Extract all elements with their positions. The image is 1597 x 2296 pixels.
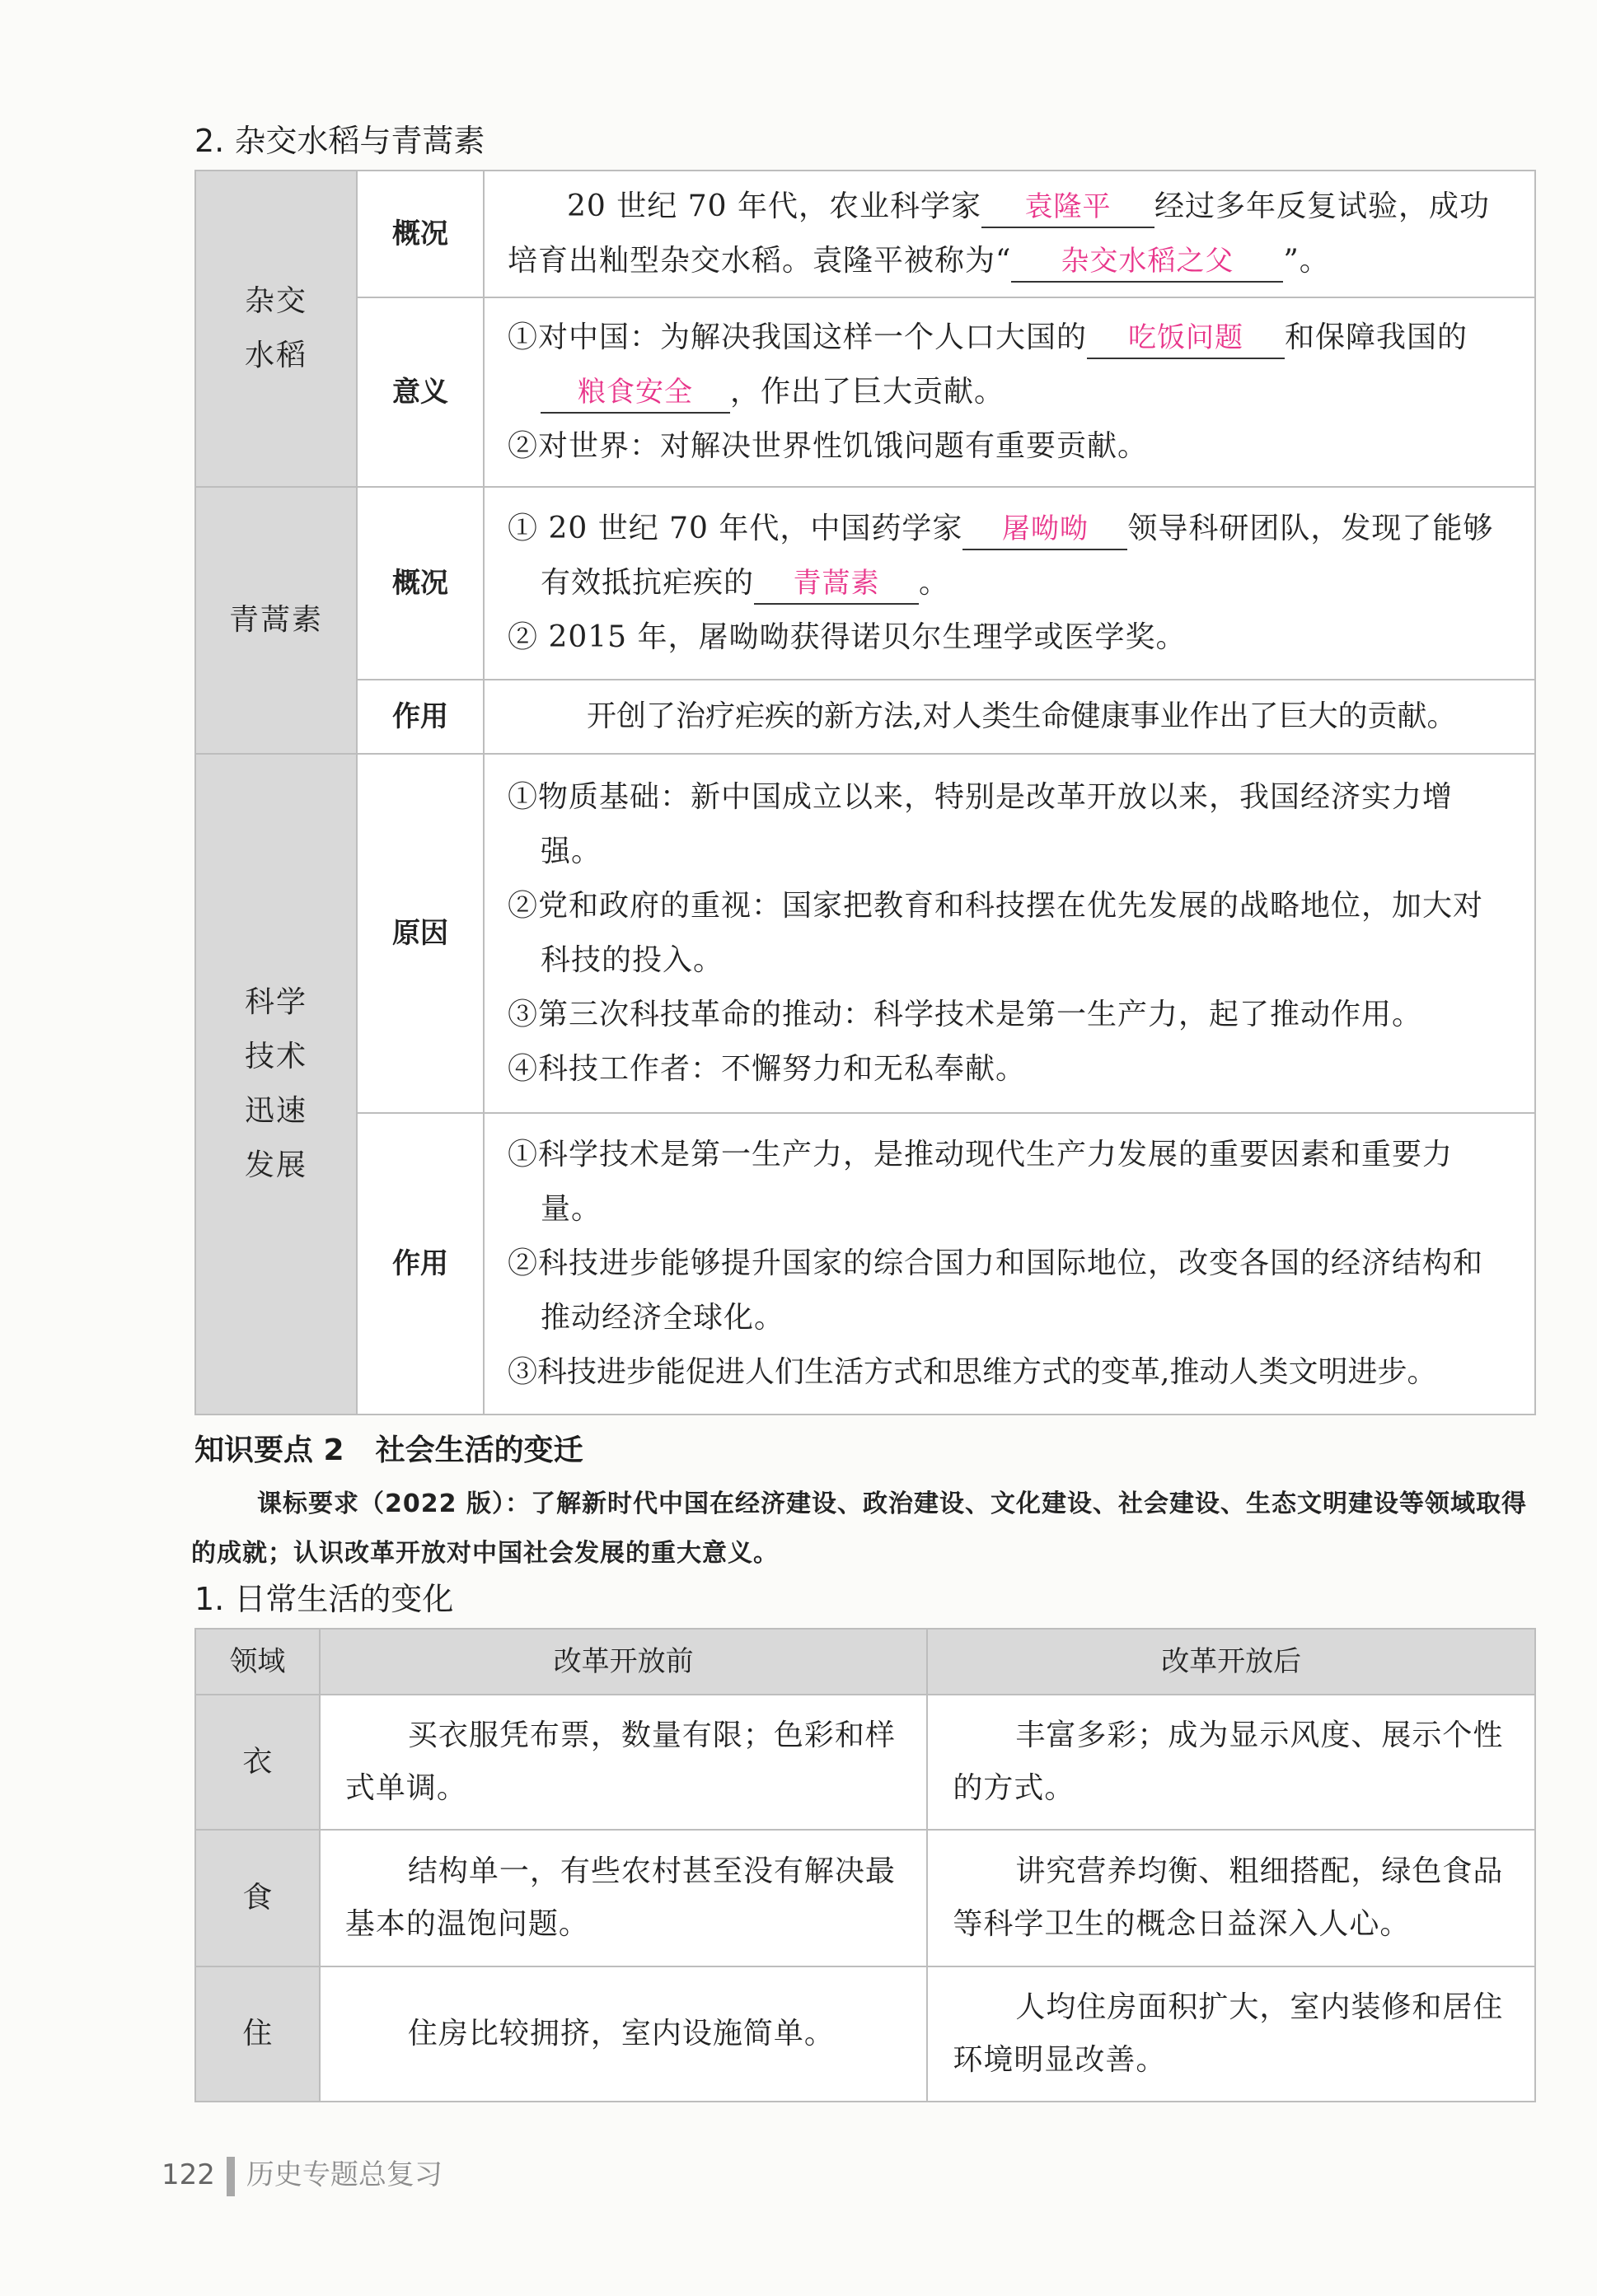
list-item: ③科技进步能促进人们生活方式和思维方式的变革,推动人类文明进步。 — [508, 1355, 1437, 1389]
after-cell: 人均住房面积扩大，室内装修和居住环境明显改善。 — [927, 1966, 1535, 2102]
area-cell: 食 — [195, 1830, 320, 1966]
column-header: 改革开放前 — [320, 1629, 928, 1695]
area-cell: 衣 — [195, 1695, 320, 1830]
list-item: ④科技工作者：不懈努力和无私奉献。 — [508, 1052, 1027, 1086]
artemisinin-label: 青蒿素 — [195, 487, 357, 754]
list-item: ②科技进步能够提升国家的综合国力和国际地位，改变各国的经济结构和推动经济全球化。 — [508, 1246, 1484, 1335]
table-row — [195, 754, 1535, 1113]
after-cell: 丰富多彩；成为显示风度、展示个性的方式。 — [927, 1695, 1535, 1830]
daily-life-table — [194, 1628, 1536, 2102]
science-effects — [484, 1113, 1535, 1415]
page-footer — [162, 2152, 443, 2196]
table-row — [195, 487, 1535, 680]
answer-blank: 青蒿素 — [754, 563, 919, 605]
overview-label: 概况 — [357, 487, 484, 680]
table-row — [195, 1830, 1535, 1966]
list-item: ①科学技术是第一生产力，是推动现代生产力发展的重要因素和重要力量。 — [508, 1138, 1454, 1226]
table-row — [195, 1966, 1535, 2102]
curriculum-requirement: 课标要求（2022 版）：了解新时代中国在经济建设、政治建设、文化建设、社会建设、生态文明建设等领域取得的成就；认识改革开放对中国社会发展的重大意义。 — [191, 1489, 1527, 1568]
hybrid-rice-overview: 20 世纪 70 年代，农业科学家 袁隆平 经过多年反复试验，成功培育出籼型杂交水稻。袁隆平被称为“ 杂交水稻之父 ”。 — [484, 171, 1535, 297]
list-item: ①物质基础：新中国成立以来，特别是改革开放以来，我国经济实力增强。 — [508, 780, 1454, 868]
science-reasons — [484, 754, 1535, 1113]
overview-label: 概况 — [357, 171, 484, 297]
hybrid-rice-meaning: ①对中国：为解决我国这样一个人口大国的 吃饭问题 和保障我国的粮食安全 ，作出了巨大贡献。 ②对世界：对解决世界性饥饿问题有重要贡献。 — [484, 297, 1535, 487]
knowledge-point-heading: 知识要点 2 社会生活的变迁 — [194, 1433, 583, 1467]
area-cell: 住 — [195, 1966, 320, 2102]
hybrid-rice-label: 杂交水稻 — [195, 171, 357, 487]
table-row — [195, 297, 1535, 487]
reason-label: 原因 — [357, 754, 484, 1113]
list-item: ③第三次科技革命的推动：科学技术是第一生产力，起了推动作用。 — [508, 998, 1423, 1031]
list-item: ②党和政府的重视：国家把教育和科技摆在优先发展的战略地位，加大对科技的投入。 — [508, 889, 1484, 977]
table-row — [195, 1695, 1535, 1830]
after-cell: 讲究营养均衡、粗细搭配，绿色食品等科学卫生的概念日益深入人心。 — [927, 1830, 1535, 1966]
science-achievements-table — [194, 170, 1536, 1415]
effect-label: 作用 — [357, 1113, 484, 1415]
artemisinin-effect: 开创了治疗疟疾的新方法,对人类生命健康事业作出了巨大的贡献。 — [484, 680, 1535, 754]
before-cell: 住房比较拥挤，室内设施简单。 — [320, 1966, 928, 2102]
section-title-hybrid-rice-artemisinin: 2. 杂交水稻与青蒿素 — [194, 123, 485, 159]
table-row — [195, 171, 1535, 297]
table-header-row — [195, 1629, 1535, 1695]
answer-blank: 杂交水稻之父 — [1011, 241, 1283, 283]
answer-blank: 袁隆平 — [981, 187, 1154, 228]
answer-blank: 屠呦呦 — [962, 509, 1127, 550]
section-title-daily-life: 1. 日常生活的变化 — [194, 1581, 454, 1617]
page-number: 122 — [162, 2158, 215, 2191]
before-cell: 买衣服凭布票，数量有限；色彩和样式单调。 — [320, 1695, 928, 1830]
table-row — [195, 680, 1535, 754]
answer-blank: 粮食安全 — [541, 372, 730, 414]
column-header: 改革开放后 — [927, 1629, 1535, 1695]
meaning-label: 意义 — [357, 297, 484, 487]
column-header: 领域 — [195, 1629, 320, 1695]
science-label: 科学技术迅速发展 — [195, 754, 357, 1415]
before-cell: 结构单一，有些农村甚至没有解决最基本的温饱问题。 — [320, 1830, 928, 1966]
book-title: 历史专题总复习 — [246, 2158, 443, 2191]
table-row — [195, 1113, 1535, 1415]
answer-blank: 吃饭问题 — [1087, 318, 1285, 359]
artemisinin-overview: ① 20 世纪 70 年代，中国药学家 屠呦呦 领导科研团队，发现了能够有效抵抗疟疾的 青蒿素 。 ② 2015 年，屠呦呦获得诺贝尔生理学或医学奖。 — [484, 487, 1535, 680]
footer-divider — [227, 2157, 235, 2196]
effect-label: 作用 — [357, 680, 484, 754]
